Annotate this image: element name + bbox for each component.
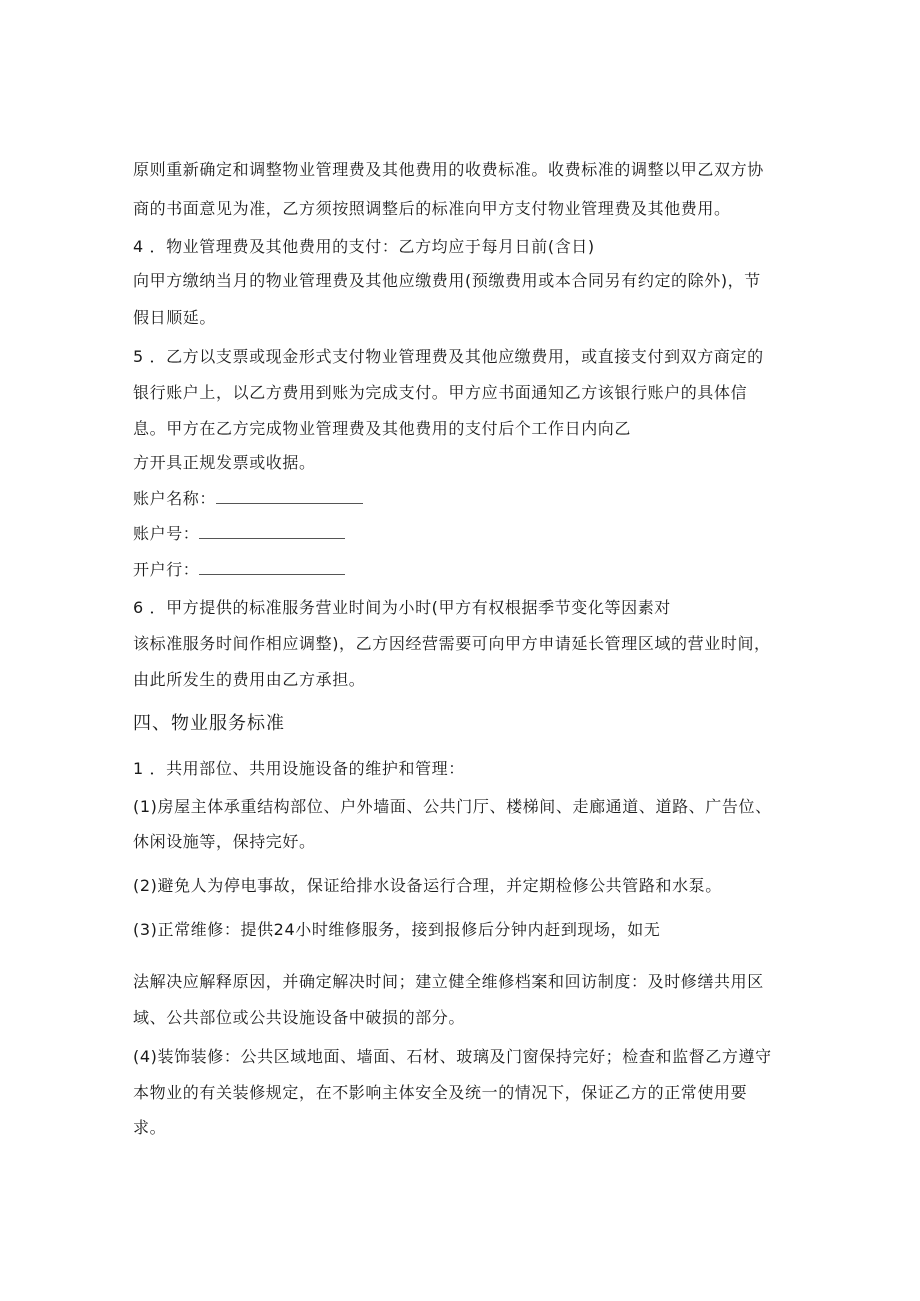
bank-blank[interactable] [199,560,345,575]
text-line: 假日顺延。 [133,308,217,327]
text-line: 由此所发生的费用由乙方承担。 [133,670,366,689]
section-heading: 四、物业服务标准 [133,713,285,734]
item-2: (2)避免人为停电事故，保证给排水设备运行合理，并定期检修公共管路和水泵。 [133,876,722,895]
bank-label: 开户行： [133,560,200,579]
bank-row [133,560,345,580]
account-no-row [133,524,345,544]
item-1: (1)房屋主体承重结构部位、户外墙面、公共门厅、楼梯间、走廊通道、道路、广告位、 [133,797,772,816]
account-no-label: 账户号： [133,524,200,543]
item-3: (3)正常维修：提供24小时维修服务，接到报修后分钟内赶到现场，如无 [133,920,661,939]
text-line: 方开具正规发票或收据。 [133,453,316,472]
text-line: 本物业的有关装修规定，在不影响主体安全及统一的情况下，保证乙方的正常使用要 [133,1083,748,1102]
text-line: 域、公共部位或公共设施设备中破损的部分。 [133,1008,466,1027]
text-line: 商的书面意见为准，乙方须按照调整后的标准向甲方支付物业管理费及其他费用。 [133,199,731,218]
text-line: 原则重新确定和调整物业管理费及其他费用的收费标准。收费标准的调整以甲乙双方协 [133,160,764,179]
account-name-row [133,489,363,509]
text-line: 银行账户上，以乙方费用到账为完成支付。甲方应书面通知乙方该银行账户的具体信 [133,383,748,402]
account-name-label: 账户名称： [133,489,217,508]
text-line: 法解决应解释原因，并确定解决时间；建立健全维修档案和回访制度：及时修缮共用区 [133,972,764,991]
account-no-blank[interactable] [199,524,345,539]
clause-5: 5 ．乙方以支票或现金形式支付物业管理费及其他应缴费用，或直接支付到双方商定的 [133,347,764,366]
text-line: 息。甲方在乙方完成物业管理费及其他费用的支付后个工作日内向乙 [133,419,632,438]
clause-6: 6 ．甲方提供的标准服务营业时间为小时(甲方有权根据季节变化等因素对 [133,598,671,617]
text-line: 求。 [133,1118,167,1137]
text-line: 向甲方缴纳当月的物业管理费及其他应缴费用(预缴费用或本合同另有约定的除外)，节 [133,271,761,290]
clause-1: 1 ．共用部位、共用设施设备的维护和管理： [133,759,465,778]
account-name-blank[interactable] [216,489,363,504]
text-line: 该标准服务时间作相应调整)，乙方因经营需要可向甲方申请延长管理区域的营业时间， [133,634,771,653]
item-4: (4)装饰装修：公共区域地面、墙面、石材、玻璃及门窗保持完好；检查和监督乙方遵守 [133,1047,772,1066]
text-line: 休闲设施等，保持完好。 [133,832,316,851]
clause-4: 4 ．物业管理费及其他费用的支付：乙方均应于每月日前(含日) [133,237,595,256]
